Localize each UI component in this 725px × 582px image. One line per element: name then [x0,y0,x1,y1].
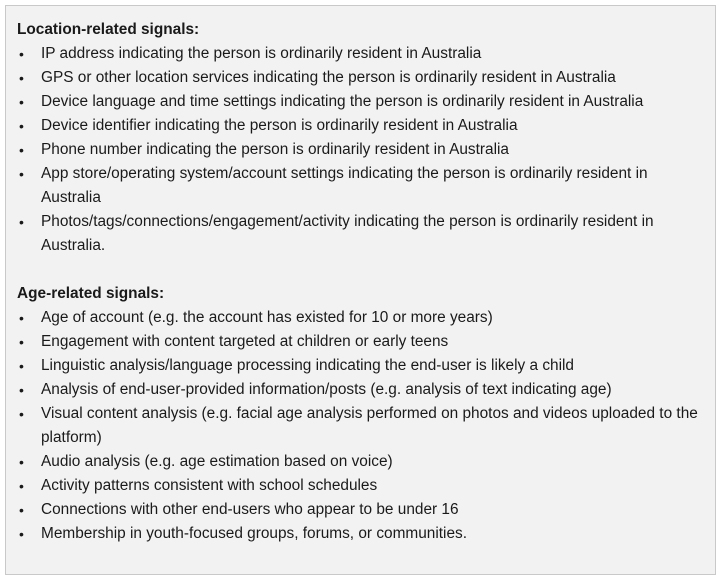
list-item-text: Audio analysis (e.g. age estimation based on voice) [41,453,393,470]
bullet-icon: • [19,526,24,542]
list-item-text: IP address indicating the person is ordinarily resident in Australia [41,45,482,62]
list-item-text: Device language and time settings indicating the person is ordinarily resident in Australia [41,93,644,110]
bullet-icon: • [19,94,24,110]
bullet-icon: • [19,454,24,470]
list-item [17,42,705,66]
bullet-icon: • [19,358,24,374]
bullet-icon: • [19,334,24,350]
list-item [17,498,705,522]
bullet-icon: • [19,142,24,158]
bullet-icon: • [19,310,24,326]
list-item-text: Connections with other end-users who appear to be under 16 [41,501,459,518]
bullet-icon: • [19,118,24,134]
list-item [17,162,705,210]
bullet-icon: • [19,46,24,62]
list-item-text: App store/operating system/account settings indicating the person is ordinarily resident in Australia [41,165,648,206]
list-item [17,306,705,330]
list-item [17,210,705,258]
list-item-text: Analysis of end-user-provided information/posts (e.g. analysis of text indicating age) [41,381,612,398]
list-item [17,474,705,498]
list-item-text: Visual content analysis (e.g. facial age analysis performed on photos and videos uploaded to the platform) [41,405,698,446]
bullet-icon: • [19,478,24,494]
list-item [17,450,705,474]
list-item [17,330,705,354]
list-item [17,114,705,138]
list-item [17,402,705,450]
list-item [17,90,705,114]
list-item-text: Engagement with content targeted at children or early teens [41,333,449,350]
list-item [17,378,705,402]
list-item-text: Linguistic analysis/language processing indicating the end-user is likely a child [41,357,574,374]
age-signals-heading: Age-related signals: [17,285,165,302]
list-item-text: Phone number indicating the person is ordinarily resident in Australia [41,141,509,158]
bullet-icon: • [19,214,24,230]
list-item [17,138,705,162]
signals-panel [5,5,716,575]
bullet-icon: • [19,166,24,182]
list-item-text: Device identifier indicating the person is ordinarily resident in Australia [41,117,518,134]
bullet-icon: • [19,382,24,398]
list-item [17,66,705,90]
bullet-icon: • [19,502,24,518]
list-item-text: Activity patterns consistent with school schedules [41,477,378,494]
location-signals-list [17,42,705,258]
bullet-icon: • [19,406,24,422]
section-spacer [17,258,705,282]
bullet-icon: • [19,70,24,86]
list-item [17,354,705,378]
list-item-text: GPS or other location services indicating the person is ordinarily resident in Australia [41,69,616,86]
list-item-text: Membership in youth-focused groups, forums, or communities. [41,525,467,542]
location-signals-heading: Location-related signals: [17,21,200,38]
list-item-text: Photos/tags/connections/engagement/activity indicating the person is ordinarily resident in Australia. [41,213,654,254]
age-signals-list [17,306,705,546]
list-item-text: Age of account (e.g. the account has existed for 10 or more years) [41,309,493,326]
list-item [17,522,705,546]
